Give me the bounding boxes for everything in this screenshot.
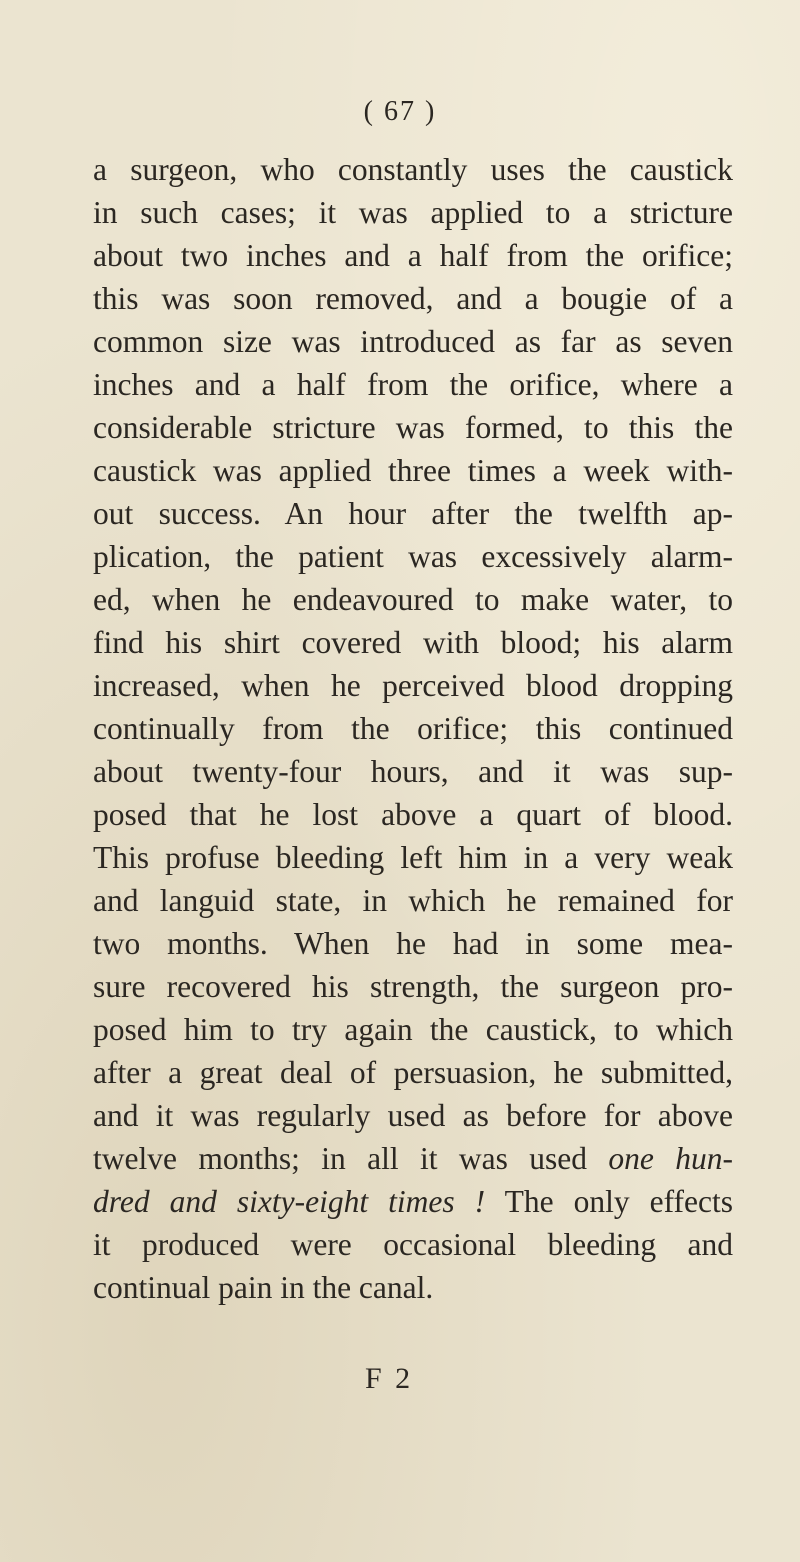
text-line: about two inches and a half from the orifice; [93,238,733,273]
text-line: two months. When he had in some mea- [93,926,733,961]
text-line: increased, when he perceived blood dropping [93,668,733,703]
text-line: ed, when he endeavoured to make water, to [93,582,733,617]
text-segment: The only effects [504,1184,733,1219]
text-line: sure recovered his strength, the surgeon pro- [93,969,733,1004]
text-line: find his shirt covered with blood; his alarm [93,625,733,660]
text-line: considerable stricture was formed, to this the [93,410,733,445]
text-line: it produced were occasional bleeding and [93,1227,733,1262]
text-line: in such cases; it was applied to a stricture [93,195,733,230]
text-segment: twelve months; in all it was used [93,1141,587,1176]
text-line-mixed [93,1180,733,1223]
text-line-mixed [93,1137,733,1180]
body-text [93,148,733,1309]
text-line: caustick was applied three times a week with- [93,453,733,488]
text-line: continually from the orifice; this continued [93,711,733,746]
italic-segment: dred and sixty-eight times ! [93,1184,486,1219]
text-line: after a great deal of persuasion, he submitted, [93,1055,733,1090]
text-line: posed that he lost above a quart of blood. [93,797,733,832]
text-line: This profuse bleeding left him in a very weak [93,840,733,875]
text-line: continual pain in the canal. [93,1270,434,1305]
text-line: about twenty-four hours, and it was sup- [93,754,733,789]
text-line: out success. An hour after the twelfth ap- [93,496,733,531]
text-line: inches and a half from the orifice, where a [93,367,733,402]
signature-mark: F 2 [365,1362,414,1395]
text-line: and languid state, in which he remained for [93,883,733,918]
text-line: and it was regularly used as before for above [93,1098,733,1133]
text-line: common size was introduced as far as seven [93,324,733,359]
text-line: this was soon removed, and a bougie of a [93,281,733,316]
page-number-header: ( 67 ) [363,96,437,127]
text-line: posed him to try again the caustick, to which [93,1012,733,1047]
text-line: a surgeon, who constantly uses the caustick [93,152,733,187]
italic-segment: one hun- [608,1141,733,1176]
text-line: plication, the patient was excessively alarm- [93,539,733,574]
